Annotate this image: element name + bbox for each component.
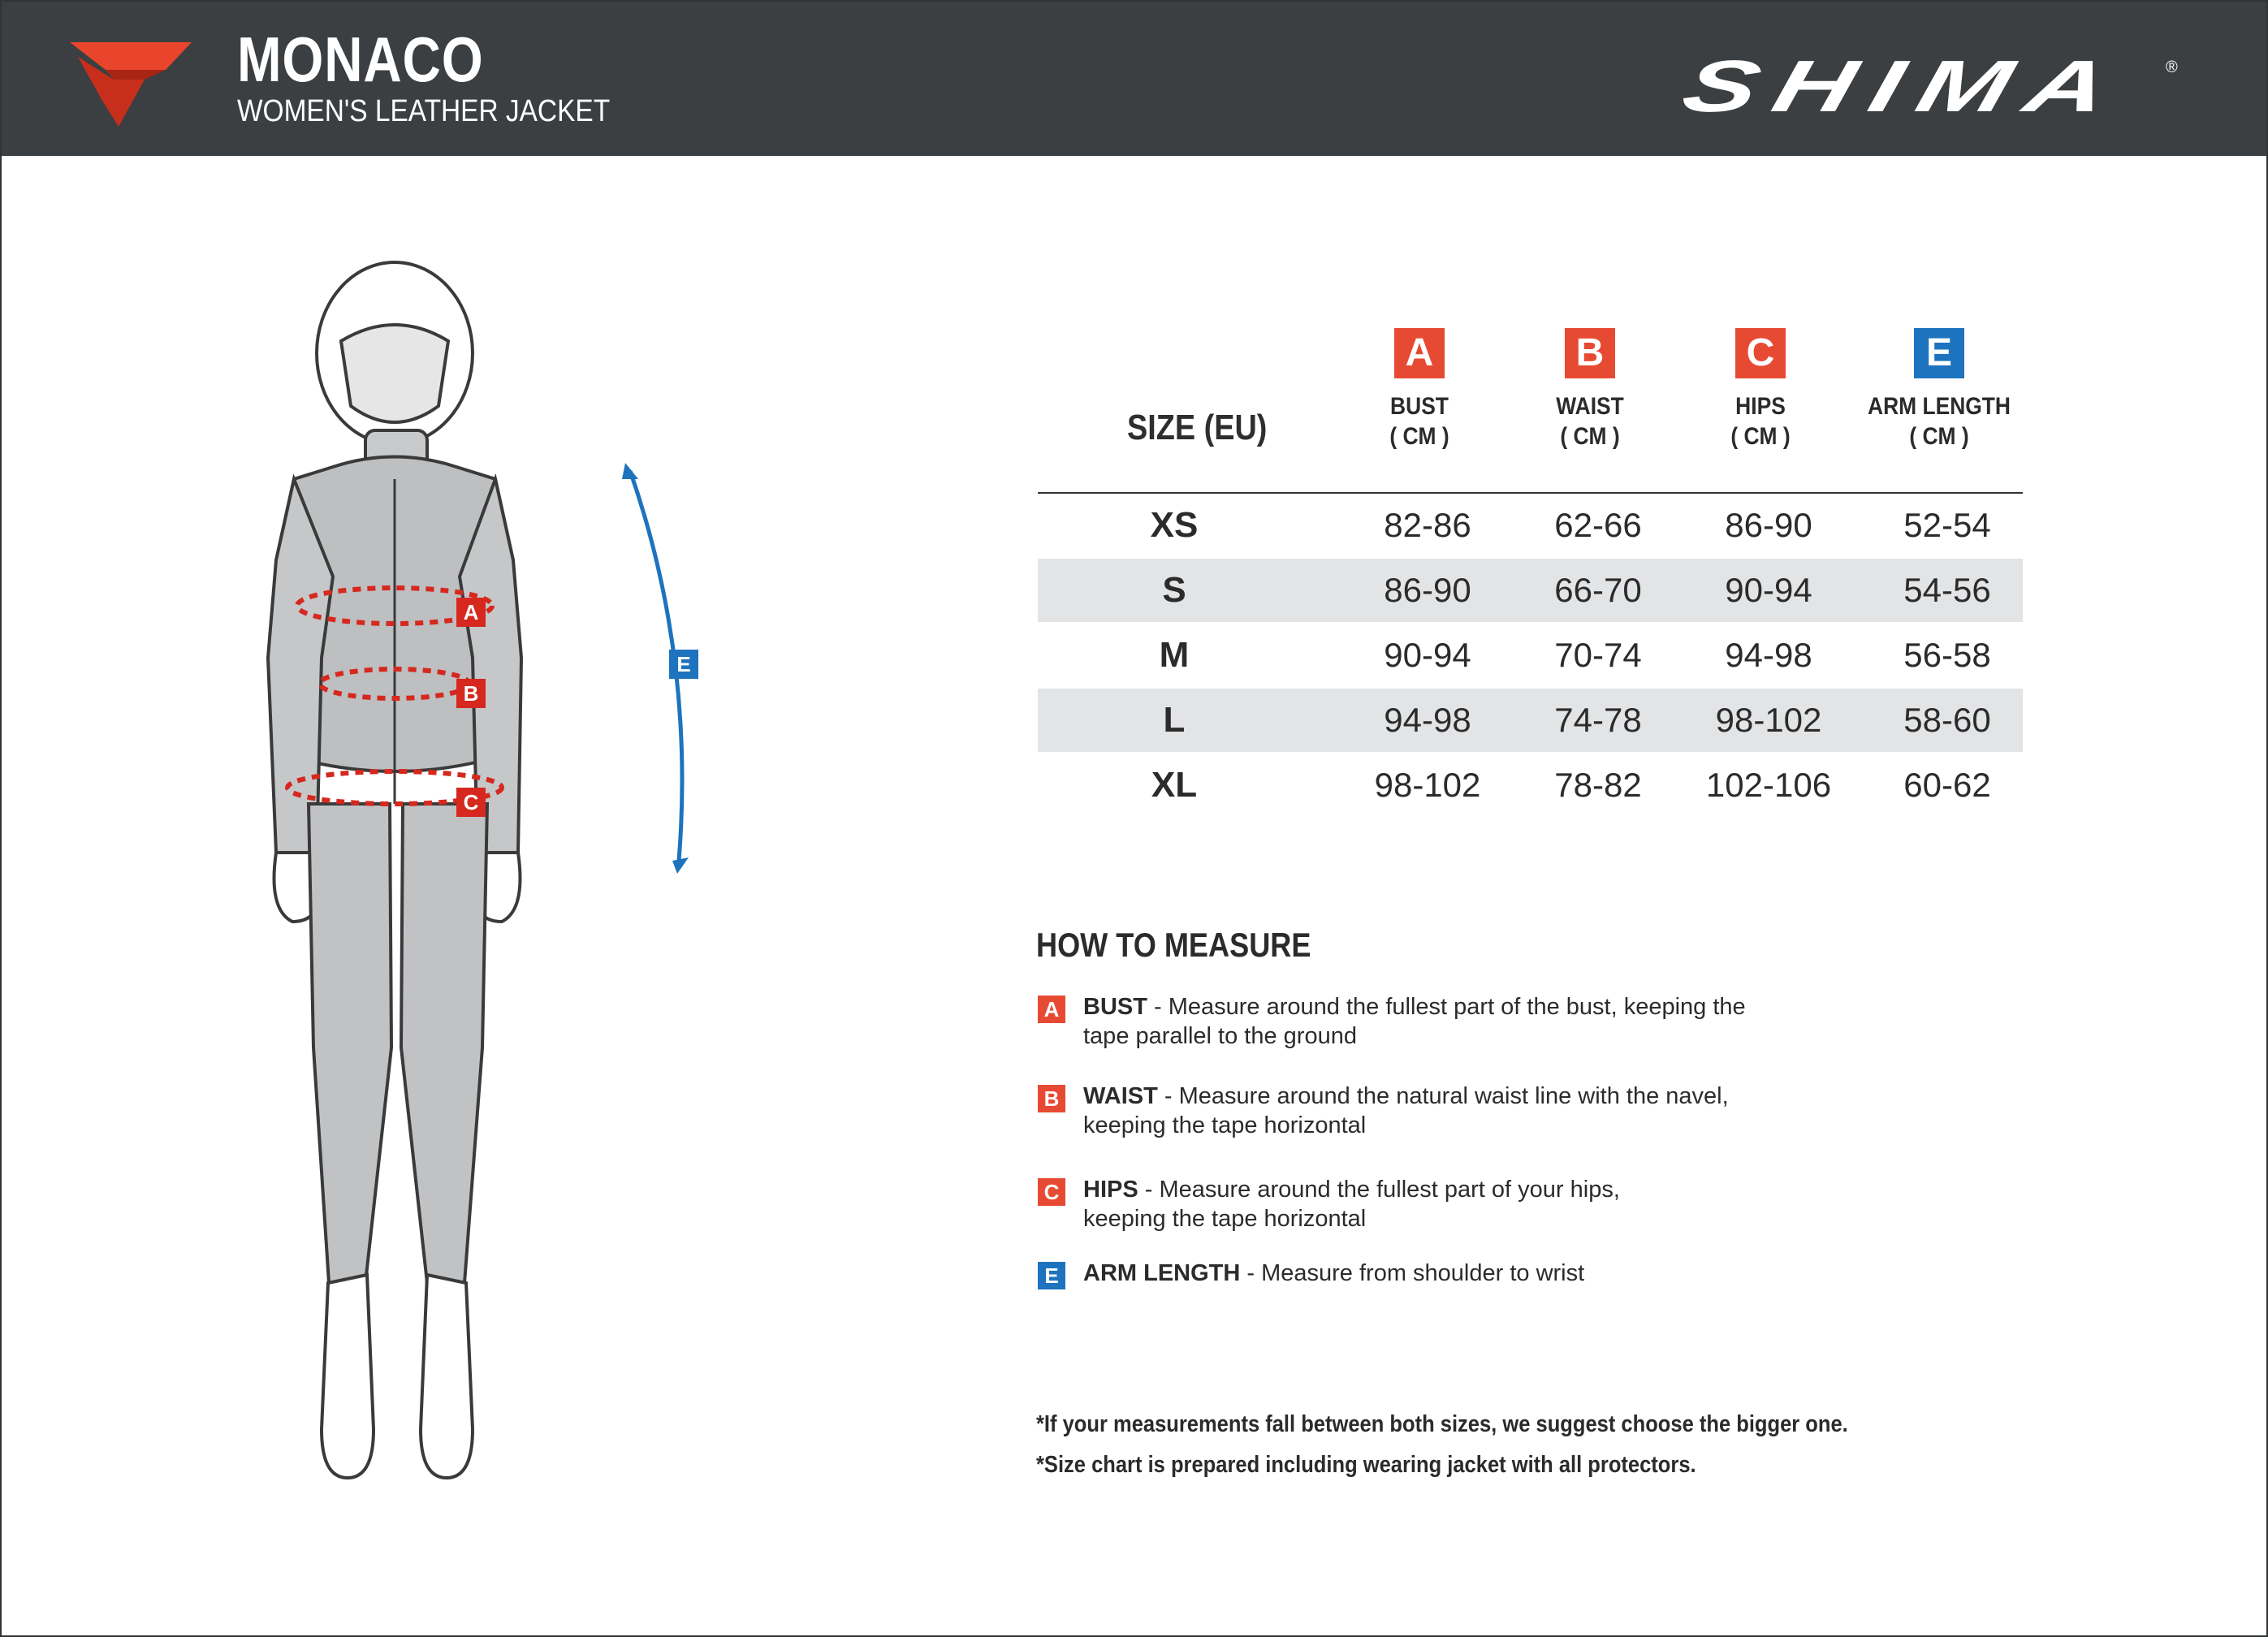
measure-name: HIPS	[1083, 1177, 1138, 1203]
hips-cell: 86-90	[1725, 506, 1812, 544]
column-label: HIPS	[1735, 393, 1786, 420]
badge-c: C	[1038, 1178, 1065, 1206]
arm-length-cell: 58-60	[1903, 701, 1991, 739]
arm-length-cell: 52-54	[1903, 506, 1991, 544]
table-row-l	[1038, 689, 2023, 752]
column-unit: ( CM )	[1389, 423, 1449, 450]
registered-mark: ®	[2166, 58, 2178, 76]
arm-length-cell: 56-58	[1903, 636, 1991, 674]
column-label: WAIST	[1556, 393, 1624, 420]
column-label: ARM LENGTH	[1868, 393, 2011, 420]
column-unit: ( CM )	[1730, 423, 1791, 450]
table-row-xl	[1038, 754, 2023, 817]
hips-cell: 90-94	[1725, 571, 1812, 609]
hips-cell: 94-98	[1725, 636, 1812, 674]
how-to-measure-heading: HOW TO MEASURE	[1036, 926, 1311, 964]
badge-a: A	[1394, 328, 1445, 378]
measure-desc-cont: keeping the tape horizontal	[1083, 1206, 1367, 1232]
waist-cell: 66-70	[1554, 571, 1642, 609]
measure-desc-cont: keeping the tape horizontal	[1083, 1112, 1367, 1138]
footnote-sizes: *If your measurements fall between both sizes, we suggest choose the bigger one.	[1036, 1411, 1848, 1437]
arm-length-cell: 60-62	[1903, 766, 1991, 804]
column-header-bust	[1338, 328, 1501, 451]
bust-cell: 86-90	[1384, 571, 1471, 609]
header-bar	[2, 2, 2266, 156]
measure-name: WAIST	[1083, 1083, 1158, 1109]
figure-marker-b: B	[456, 679, 486, 708]
brand-logo: SHIMA	[1674, 46, 2135, 127]
hips-cell: 98-102	[1715, 701, 1822, 739]
size-cell: XL	[1151, 765, 1198, 805]
table-row-m	[1038, 624, 2023, 687]
measure-name: BUST	[1083, 994, 1147, 1020]
figure-marker-e: E	[669, 650, 698, 679]
waist-cell: 78-82	[1554, 766, 1642, 804]
column-label: BUST	[1390, 393, 1449, 420]
hips-cell: 102-106	[1705, 766, 1832, 804]
measure-desc: - Measure around the natural waist line with the navel,	[1157, 1083, 1729, 1109]
waist-cell: 74-78	[1554, 701, 1642, 739]
column-header-arm-length	[1858, 328, 2020, 451]
size-column-header: SIZE (EU)	[1127, 408, 1268, 447]
measure-desc: - Measure around the fullest part of the bust, keeping the	[1147, 994, 1746, 1020]
figure-marker-a: A	[456, 598, 486, 627]
size-cell: S	[1162, 570, 1186, 610]
column-unit: ( CM )	[1560, 423, 1620, 450]
size-cell: M	[1159, 635, 1190, 675]
product-title: MONACO	[237, 24, 484, 95]
table-row-s	[1038, 559, 2023, 622]
badge-c: C	[1735, 328, 1786, 378]
column-unit: ( CM )	[1909, 423, 1969, 450]
badge-a: A	[1038, 996, 1065, 1023]
column-header-hips	[1679, 328, 1842, 451]
measure-desc: - Measure from shoulder to wrist	[1240, 1260, 1585, 1286]
bust-cell: 98-102	[1374, 766, 1481, 804]
column-header-waist	[1509, 328, 1671, 451]
bust-cell: 90-94	[1384, 636, 1471, 674]
measure-desc: - Measure around the fullest part of your hips,	[1138, 1177, 1620, 1203]
footnote-protectors: *Size chart is prepared including wearing jacket with all protectors.	[1036, 1452, 1696, 1478]
measure-desc-cont: tape parallel to the ground	[1083, 1023, 1357, 1049]
brand-mark-icon	[70, 37, 192, 127]
measure-name: ARM LENGTH	[1083, 1260, 1241, 1286]
bust-cell: 94-98	[1384, 701, 1471, 739]
badge-e: E	[1038, 1262, 1065, 1289]
waist-cell: 70-74	[1554, 636, 1642, 674]
badge-b: B	[1565, 328, 1615, 378]
figure-marker-c: C	[456, 788, 486, 817]
arm-length-cell: 54-56	[1903, 571, 1991, 609]
waist-cell: 62-66	[1554, 506, 1642, 544]
badge-b: B	[1038, 1085, 1065, 1112]
table-row-xs	[1038, 494, 2023, 557]
size-cell: XS	[1150, 505, 1199, 545]
bust-cell: 82-86	[1384, 506, 1471, 544]
size-cell: L	[1163, 700, 1186, 740]
badge-e: E	[1914, 328, 1964, 378]
product-subtitle: WOMEN'S LEATHER JACKET	[237, 94, 611, 128]
rider-figure-illustration	[244, 235, 731, 1502]
